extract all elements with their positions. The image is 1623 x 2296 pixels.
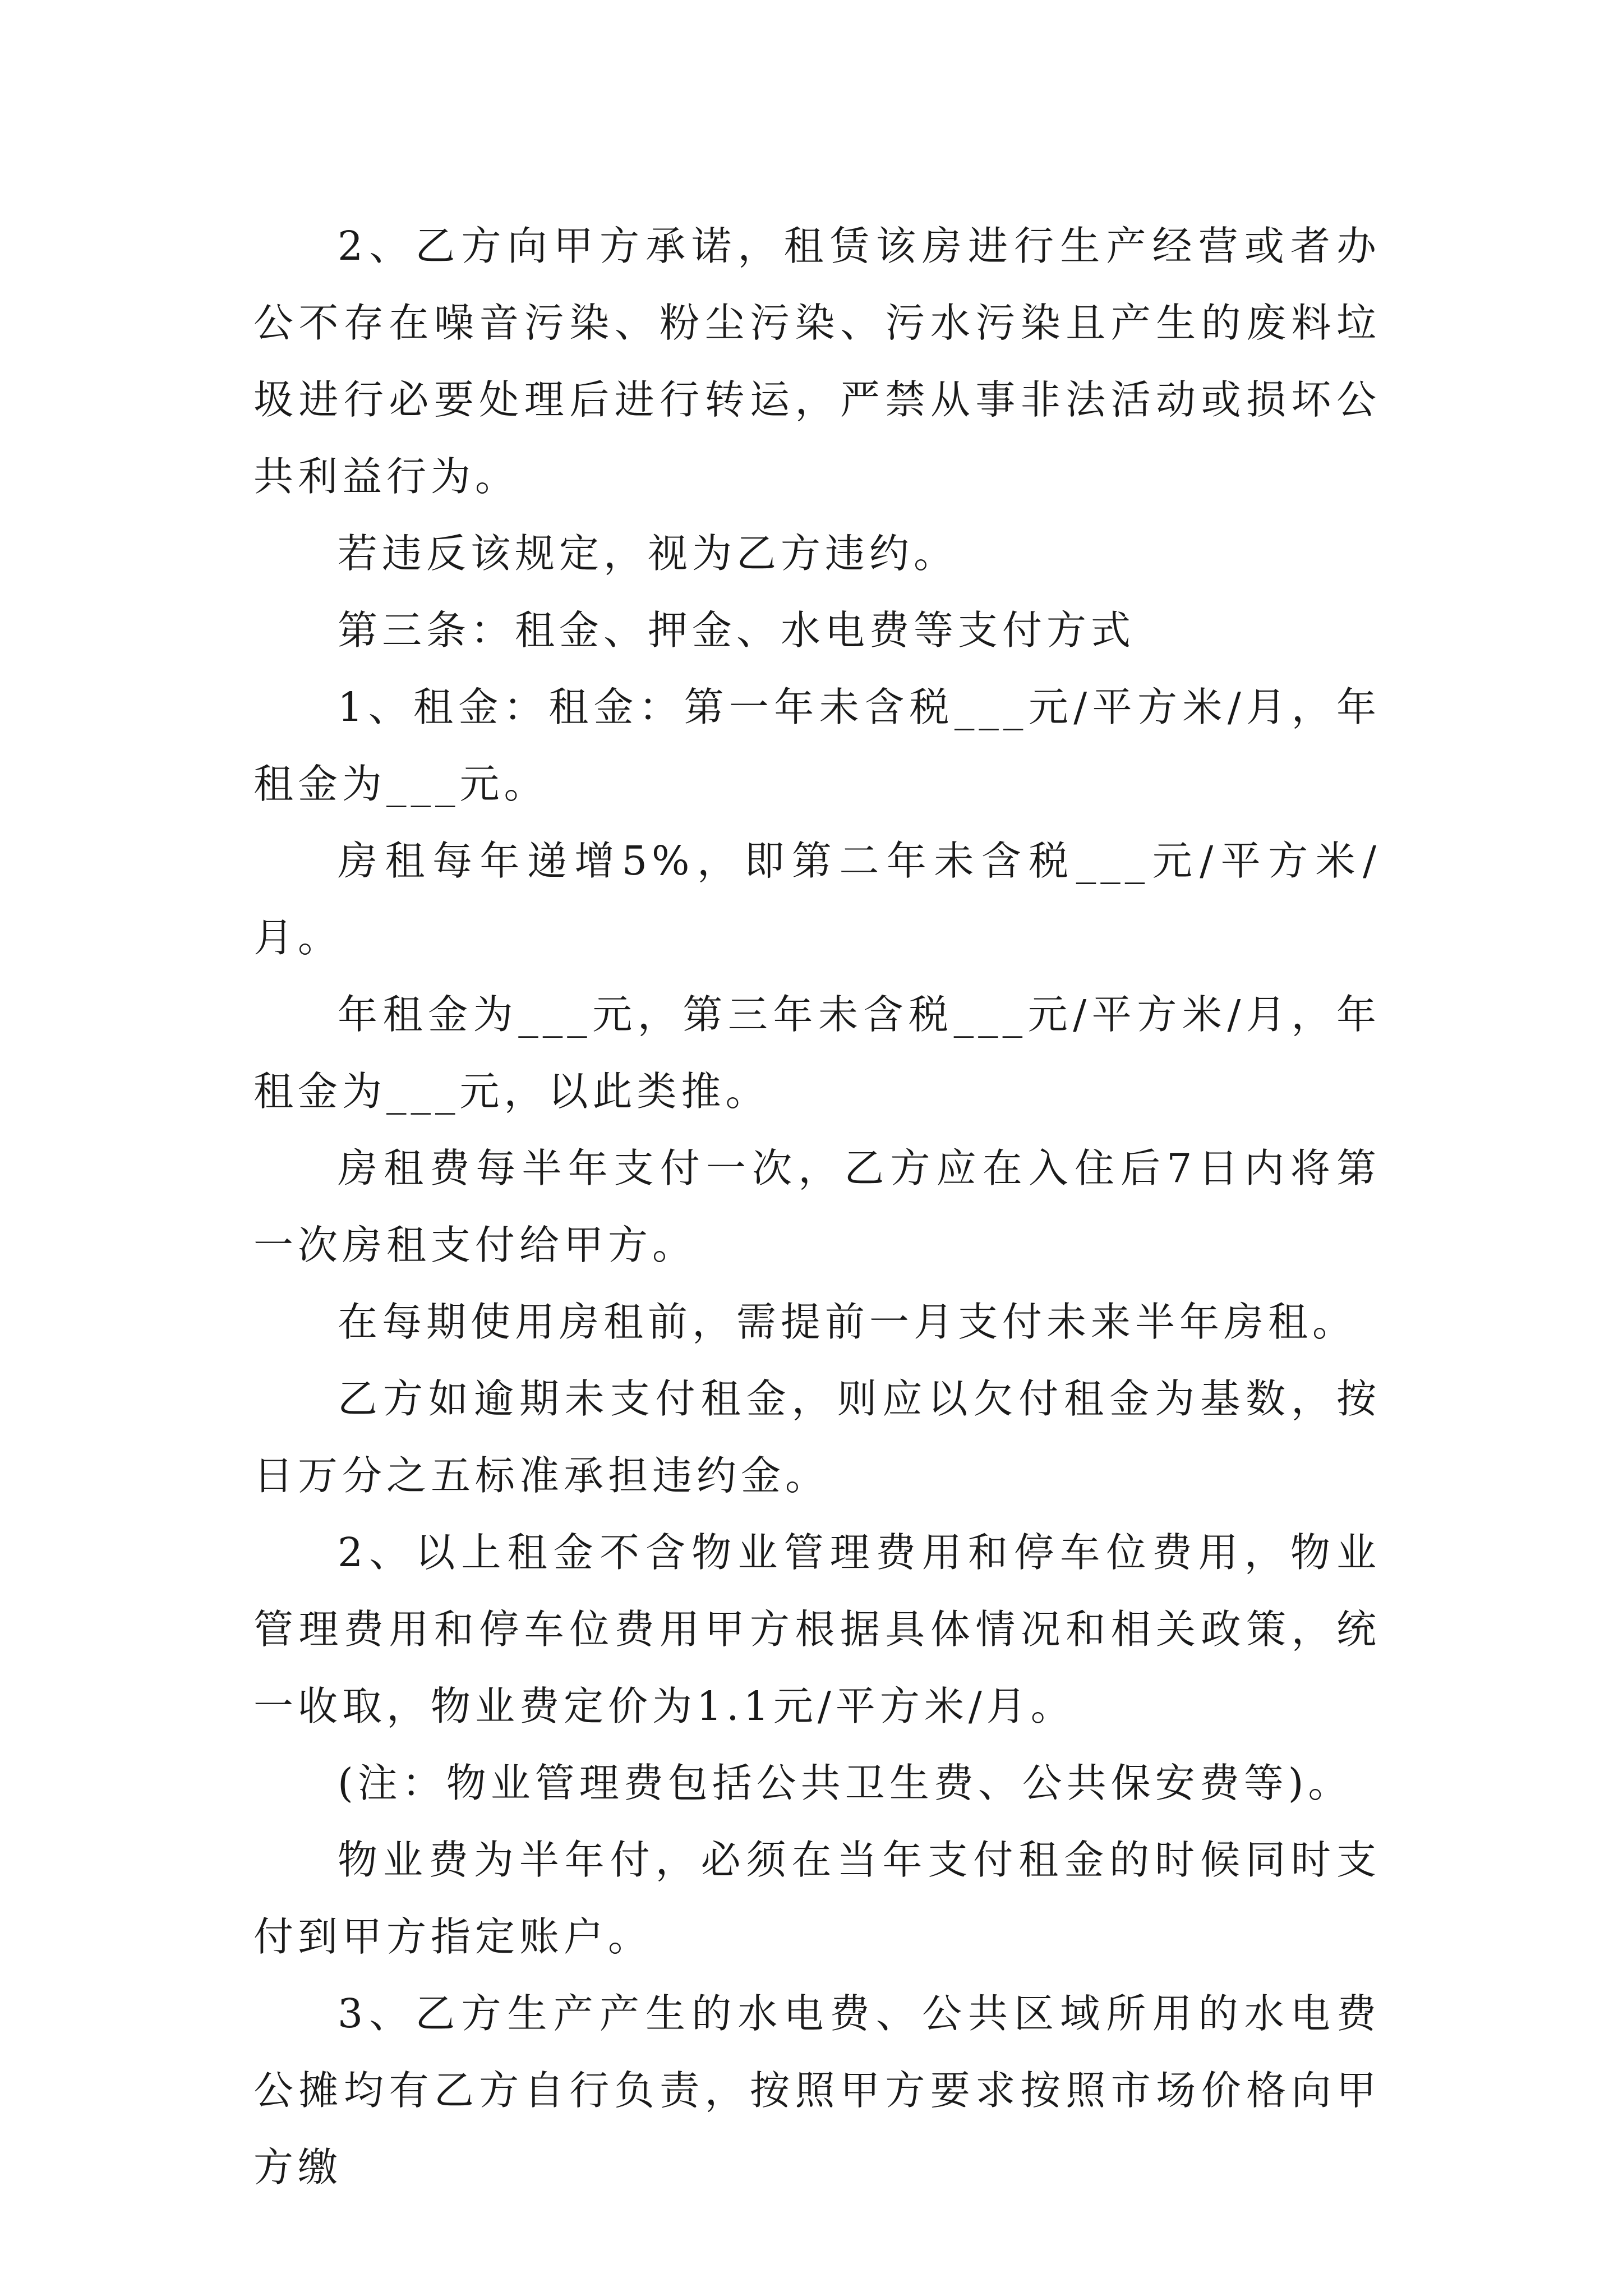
paragraph-property-fee-note: (注：物业管理费包括公共卫生费、公共保安费等)。 [338, 1760, 1353, 1806]
paragraph-rent-third-year: 年租金为___元，第三年未含税___元/平方米/月，年租金为___元，以此类推。 [253, 991, 1381, 1115]
paragraph-property-fee: 2、以上租金不含物业管理费用和停车位费用，物业管理费用和停车位费用甲方根据具体情况和相关政策，统一收取，物业费定价为1.1元/平方米/月。 [253, 1529, 1381, 1729]
paragraph-rent-advance: 在每期使用房租前，需提前一月支付未来半年房租。 [338, 1299, 1357, 1345]
paragraph-property-fee-payment: 物业费为半年付，必须在当年支付租金的时候同时支付到甲方指定账户。 [253, 1837, 1381, 1960]
paragraph-utilities: 3、乙方生产产生的水电费、公共区域所用的水电费公摊均有乙方自行负责，按照甲方要求按照市场价格向甲方缴 [253, 1990, 1381, 2191]
paragraph-rent-payment-schedule: 房租费每半年支付一次，乙方应在入住后7日内将第一次房租支付给甲方。 [253, 1145, 1381, 1268]
paragraph-article-three-heading: 第三条：租金、押金、水电费等支付方式 [338, 607, 1136, 654]
paragraph-rent-increase: 房租每年递增5%，即第二年未含税___元/平方米/月。 [253, 838, 1381, 961]
paragraph-rent-first-year: 1、租金：租金：第一年未含税___元/平方米/月，年租金为___元。 [253, 684, 1381, 807]
document-body [253, 208, 1381, 2206]
paragraph-breach-clause: 若违反该规定，视为乙方违约。 [338, 530, 958, 577]
paragraph-late-penalty: 乙方如逾期未支付租金，则应以欠付租金为基数，按日万分之五标准承担违约金。 [253, 1375, 1381, 1499]
paragraph-commitment: 2、乙方向甲方承诺，租赁该房进行生产经营或者办公不存在噪音污染、粉尘污染、污水污染且产生的废料垃圾进行必要处理后进行转运，严禁从事非法活动或损坏公共利益行为。 [253, 223, 1381, 500]
